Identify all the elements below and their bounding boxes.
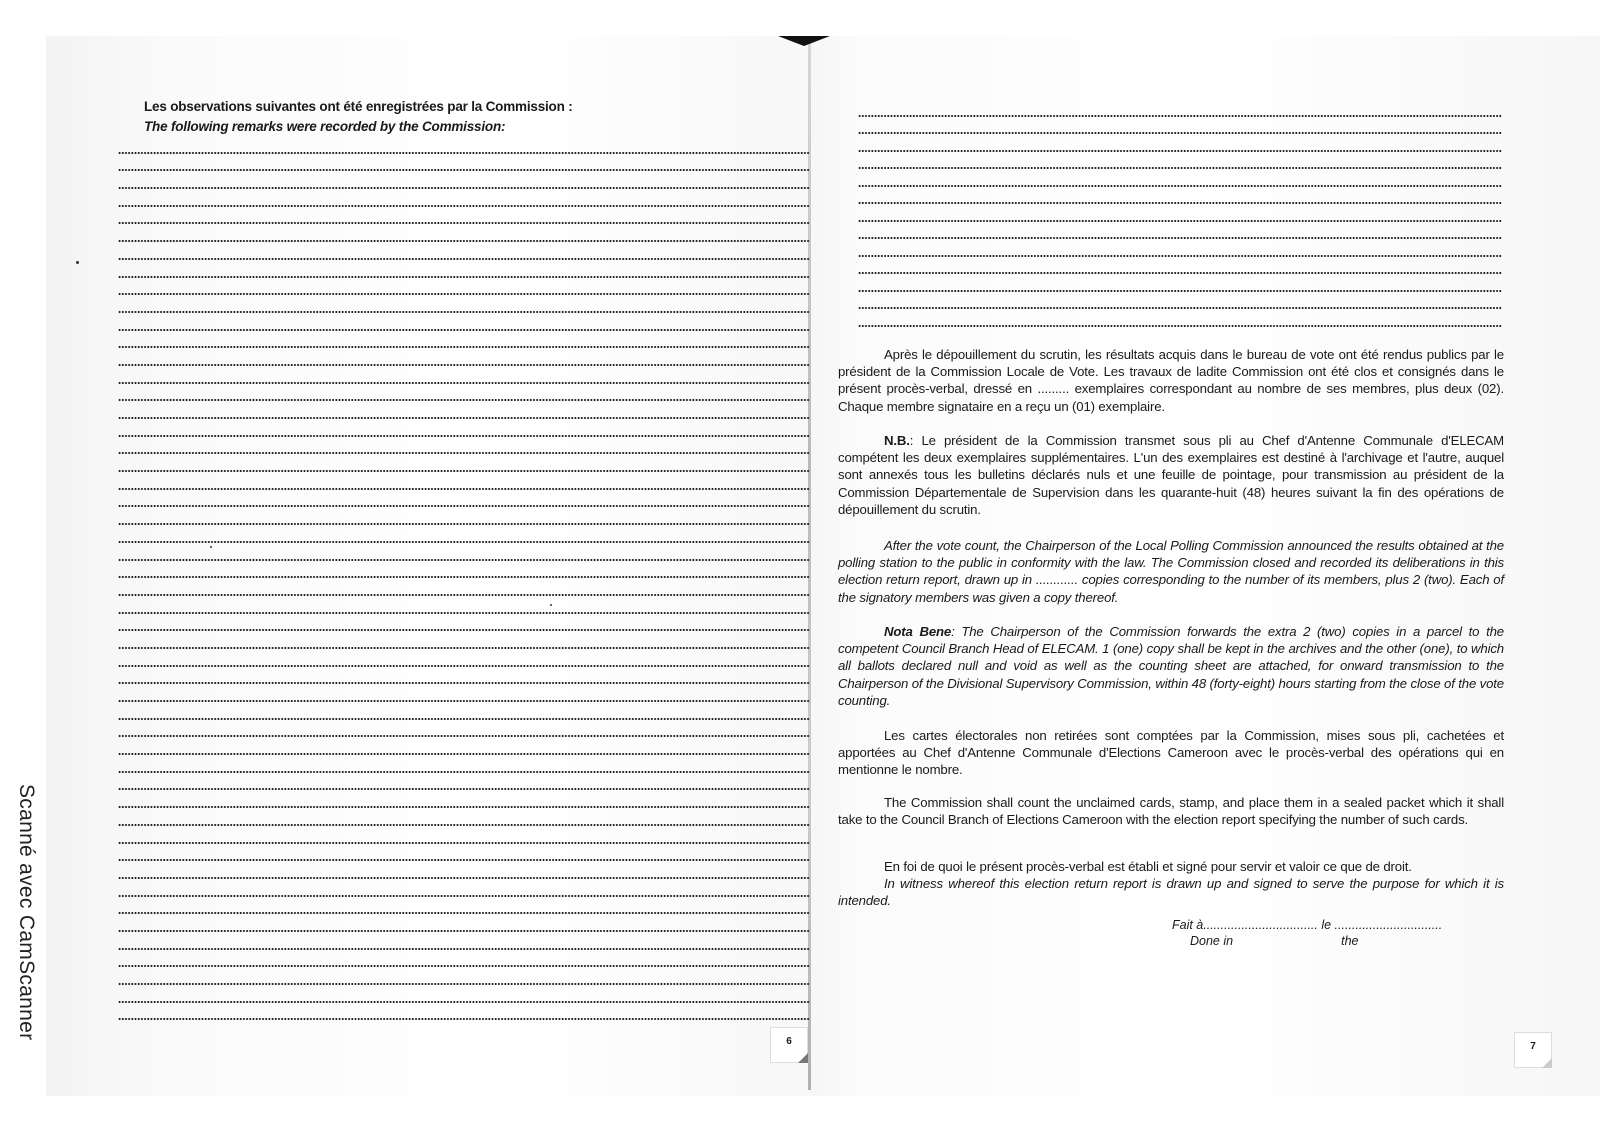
scan-speck <box>210 546 212 548</box>
observations-heading-fr: Les observations suivantes ont été enregistrées par la Commission : <box>144 99 573 114</box>
signature-place-date <box>1172 918 1442 948</box>
blank-dotted-line <box>118 475 810 493</box>
blank-dotted-line <box>118 829 810 847</box>
blank-dotted-line <box>118 953 810 971</box>
blank-dotted-line <box>118 740 810 758</box>
blank-dotted-line <box>858 190 1502 208</box>
blank-dotted-line <box>118 917 810 935</box>
blank-dotted-line <box>118 528 810 546</box>
blank-dotted-line <box>118 369 810 387</box>
blank-dotted-line <box>118 493 810 511</box>
blank-dotted-line <box>118 705 810 723</box>
scan-speck <box>550 604 552 606</box>
blank-dotted-line <box>118 192 810 210</box>
blank-dotted-line <box>118 900 810 918</box>
blank-dotted-line <box>118 351 810 369</box>
camscanner-watermark: Scanné avec CamScanner <box>15 784 38 1041</box>
blank-dotted-line <box>118 440 810 458</box>
blank-dotted-line <box>118 864 810 882</box>
paragraph-results-fr: Après le dépouillement du scrutin, les résultats acquis dans le bureau de vote ont été rendus publics par le président de la Commission Locale de Vote. Les travaux de ladite Commission ont été clos et consignés dans le présent procès-verbal, dressé en ......... exemplaires correspondant au nombre de ses membres, plus deux (02). Chaque membre signataire en a reçu un (01) exemplaire. <box>838 347 1504 414</box>
the-label: the <box>1341 934 1359 948</box>
nota-bene-label: Nota Bene <box>884 624 952 639</box>
page-number-text: 6 <box>786 1036 792 1047</box>
page-number-left <box>770 1027 808 1063</box>
blank-dotted-line <box>858 242 1502 260</box>
blank-dotted-line <box>118 139 810 157</box>
blank-dotted-line <box>858 137 1502 155</box>
page-corner-fold <box>1542 1058 1552 1068</box>
blank-dotted-line <box>118 687 810 705</box>
blank-dotted-line <box>118 811 810 829</box>
blank-dotted-line <box>118 157 810 175</box>
blank-dotted-line <box>118 776 810 794</box>
observations-heading-en: The following remarks were recorded by the Commission: <box>144 119 506 134</box>
blank-dotted-line <box>858 207 1502 225</box>
paragraph-cards-en: The Commission shall count the unclaimed cards, stamp, and place them in a sealed packet which it shall take to the Council Branch of Elections Cameroon with the election report specifying the number of such cards. <box>838 795 1504 828</box>
paragraph-cards-fr: Les cartes électorales non retirées sont comptées par la Commission, mises sous pli, cachetées et apportées au Chef d'Antenne Communale d'Elections Cameroon avec le procès-verbal des opérations qui en mentionne le nombre. <box>838 728 1504 778</box>
blank-dotted-line <box>118 970 810 988</box>
blank-dotted-line <box>118 227 810 245</box>
le-date-field: le ............................... <box>1317 918 1443 932</box>
blank-dotted-line <box>858 312 1502 330</box>
blank-dotted-line <box>118 882 810 900</box>
blank-dotted-line <box>118 847 810 865</box>
blank-dotted-line <box>118 210 810 228</box>
blank-dotted-line <box>118 263 810 281</box>
page-corner-fold <box>798 1053 808 1063</box>
blank-dotted-line <box>118 617 810 635</box>
blank-dotted-line <box>118 387 810 405</box>
blank-dotted-line <box>858 172 1502 190</box>
blank-dotted-line <box>118 634 810 652</box>
blank-dotted-line <box>118 988 810 1006</box>
page-number-right <box>1514 1032 1552 1068</box>
blank-dotted-line <box>118 758 810 776</box>
paragraph-results-en: After the vote count, the Chairperson of the Local Polling Commission announced the results obtained at the polling station to the public in conformity with the law. The Commission closed and recorded its deliberations in this election return report, drawn up in ............ copies corresponding to the number of its members, plus 2 (two). Each of the signatory members was given a copy thereof. <box>838 538 1504 605</box>
paragraph-witness: En foi de quoi le présent procès-verbal est établi et signé pour servir et valoir ce que de droit. In witness whereof this election return report is drawn up and signed to serve the purpose for which it is intended. <box>838 859 1504 909</box>
blank-dotted-line <box>858 295 1502 313</box>
paragraph-nota-bene-en: Nota Bene: The Chairperson of the Commission forwards the extra 2 (two) copies in a parcel to the competent Council Branch Head of ELECAM. 1 (one) copy shall be kept in the archives and the other (one), to which all ballots declared null and void as well as the counting sheet are attached, for onward transmission to the Chairperson of the Divisional Supervisory Commission, within 48 (forty-eight) hours starting from the close of the vote counting. <box>838 624 1504 708</box>
blank-dotted-line <box>858 155 1502 173</box>
observations-blank-lines <box>118 139 810 1023</box>
blank-dotted-line <box>858 120 1502 138</box>
blank-dotted-line <box>118 723 810 741</box>
blank-dotted-line <box>118 581 810 599</box>
blank-dotted-line <box>118 599 810 617</box>
blank-dotted-line <box>118 316 810 334</box>
blank-dotted-line <box>118 457 810 475</box>
done-in-label: Done in <box>1190 934 1234 948</box>
fait-a-field: Fait à................................. <box>1172 918 1318 932</box>
page-number-text: 7 <box>1530 1041 1536 1052</box>
blank-dotted-line <box>118 546 810 564</box>
blank-dotted-line <box>118 404 810 422</box>
blank-dotted-line <box>858 102 1502 120</box>
blank-dotted-line <box>118 670 810 688</box>
paragraph-nb-fr: N.B.: Le président de la Commission transmet sous pli au Chef d'Antenne Communale d'ELECAM compétent les deux exemplaires supplémentaires. L'un des exemplaires est destiné à l'archivage et l'autre, auquel sont annexés tous les bulletins déclarés nuls et une feuille de pointage, pour transmission au président de la Commission Départementale de Supervision dans les quarante-huit (48) heures suivant la fin des opérations de dépouillement du scrutin. <box>838 433 1504 517</box>
blank-dotted-line <box>118 510 810 528</box>
blank-dotted-line <box>118 935 810 953</box>
blank-dotted-line <box>118 174 810 192</box>
blank-dotted-line <box>858 225 1502 243</box>
blank-dotted-line <box>118 1006 810 1024</box>
blank-dotted-line <box>118 564 810 582</box>
blank-dotted-line <box>118 334 810 352</box>
blank-dotted-line <box>118 422 810 440</box>
blank-dotted-line <box>118 793 810 811</box>
scan-speck <box>76 261 79 264</box>
continued-blank-lines <box>858 102 1502 330</box>
blank-dotted-line <box>118 652 810 670</box>
page-left <box>46 36 810 1096</box>
blank-dotted-line <box>858 277 1502 295</box>
blank-dotted-line <box>858 260 1502 278</box>
blank-dotted-line <box>118 298 810 316</box>
page-right <box>812 36 1600 1096</box>
blank-dotted-line <box>118 281 810 299</box>
nb-label: N.B. <box>884 433 910 448</box>
blank-dotted-line <box>118 245 810 263</box>
